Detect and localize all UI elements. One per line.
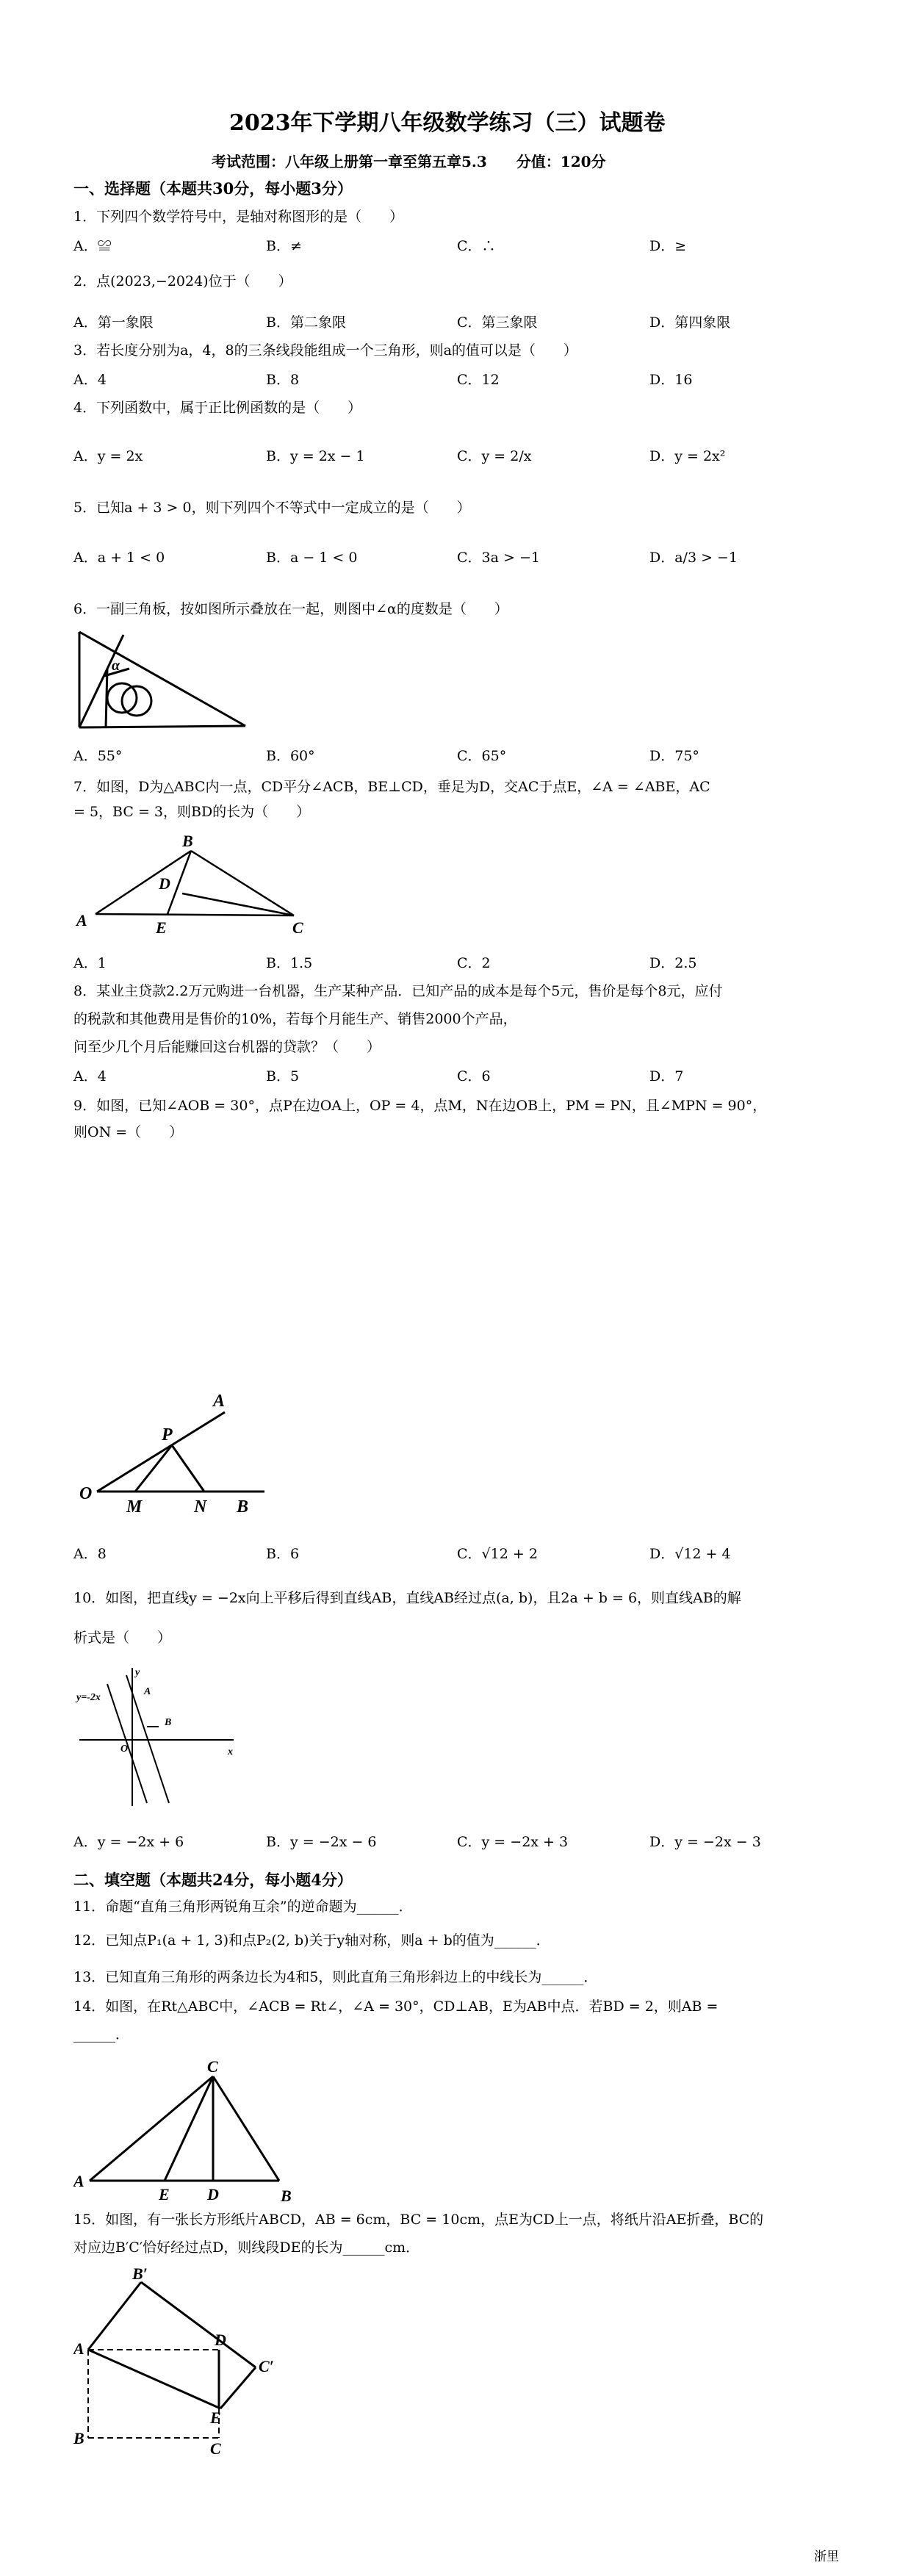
q1-stem: 1．下列四个数学符号中，是轴对称图形的是（ ） [73, 209, 404, 225]
q15-label-a: A [73, 2339, 84, 2358]
q14-label-b: B [281, 2187, 292, 2204]
q10-label-y: y [135, 1667, 140, 1678]
q9-label-o: O [79, 1484, 93, 1503]
q8-option-c: C．6 [457, 1068, 491, 1084]
q14-figure-triangle [73, 2057, 294, 2204]
q10-figure-graph [73, 1659, 242, 1813]
q15-label-b-prime: B′ [132, 2264, 148, 2283]
q3-option-d: D．16 [649, 372, 693, 388]
q7-stem-line2: = 5，BC = 3，则BD的长为（ ） [73, 804, 311, 820]
q6-figure-triangles [73, 625, 257, 735]
q10-label-o: O [120, 1744, 129, 1755]
q14-label-c: C [207, 2057, 218, 2076]
q15-stem-line1: 15．如图，有一张长方形纸片ABCD，AB = 6cm，BC = 10cm，点E为CD上一点，将纸片沿AE折叠，BC的 [73, 2212, 764, 2228]
q5-stem: 5．已知a + 3 > 0，则下列四个不等式中一定成立的是（ ） [73, 500, 471, 516]
q6-option-c: C．65° [457, 748, 507, 764]
footer-watermark: 浙里 [814, 2550, 839, 2564]
q10-label-a: A [144, 1686, 151, 1697]
q5-option-c: C．3a > −1 [457, 550, 540, 566]
q2-stem: 2．点(2023,−2024)位于（ ） [73, 273, 292, 289]
q3-option-a: A．4 [73, 372, 107, 388]
q14-stem-line1: 14．如图，在Rt△ABC中，∠ACB = Rt∠，∠A = 30°，CD⊥AB，E为AB中点．若BD = 2，则AB = [73, 1998, 719, 2015]
q6-alpha-label: α [112, 658, 120, 674]
q1-option-d: D．≥ [649, 238, 687, 254]
q10-option-c: C．y = −2x + 3 [457, 1834, 569, 1850]
q4-stem: 4．下列函数中，属于正比例函数的是（ ） [73, 400, 362, 416]
q10-option-a: A．y = −2x + 6 [73, 1834, 184, 1850]
q7-label-d: D [159, 874, 170, 893]
q1-option-b: B．≠ [266, 238, 302, 254]
q2-option-b: B．第二象限 [266, 314, 346, 331]
q8-stem-line1: 8．某业主贷款2.2万元购进一台机器，生产某种产品．已知产品的成本是每个5元，售价是每个8元，应付 [73, 983, 723, 999]
q7-figure-triangle [73, 832, 316, 939]
q14-label-e: E [159, 2185, 170, 2203]
q7-label-c: C [292, 918, 303, 937]
q9-figure-angle [73, 1389, 287, 1521]
page-title: 2023年下学期八年级数学练习（三）试题卷 [229, 110, 666, 136]
q10-stem-line2: 析式是（ ） [73, 1630, 172, 1646]
q6-option-d: D．75° [649, 748, 699, 764]
q8-option-d: D．7 [649, 1068, 684, 1084]
q6-stem: 6．一副三角板，按如图所示叠放在一起，则图中∠α的度数是（ ） [73, 601, 508, 617]
q11-stem: 11．命题“直角三角形两锐角互余”的逆命题为______． [73, 1899, 413, 1915]
q9-option-c: C．√12 + 2 [457, 1546, 538, 1562]
q9-option-a: A．8 [73, 1546, 107, 1562]
q9-stem-line1: 9．如图，已知∠AOB = 30°，点P在边OA上，OP = 4，点M，N在边OB上，PM = PN，且∠MPN = 90°， [73, 1098, 767, 1114]
q7-option-b: B．1.5 [266, 955, 313, 971]
q6-option-a: A．55° [73, 748, 123, 764]
q15-label-b: B [73, 2429, 84, 2447]
q4-option-c: C．y = 2/x [457, 448, 532, 464]
q7-option-a: A．1 [73, 955, 107, 971]
q5-option-a: A．a + 1 < 0 [73, 550, 165, 566]
q1-option-c: C．∴ [457, 238, 496, 254]
q9-label-n: N [194, 1497, 207, 1517]
q8-option-a: A．4 [73, 1068, 107, 1084]
q13-stem: 13．已知直角三角形的两条边长为4和5，则此直角三角形斜边上的中线长为______． [73, 1969, 598, 1985]
q3-option-b: B．8 [266, 372, 300, 388]
q10-label-b: B [165, 1717, 172, 1728]
q9-option-b: B．6 [266, 1546, 300, 1562]
q4-option-a: A．y = 2x [73, 448, 143, 464]
section-heading-choice: 一、选择题（本题共30分，每小题3分） [73, 179, 353, 198]
q3-option-c: C．12 [457, 372, 500, 388]
q10-stem-line1: 10．如图，把直线y = −2x向上平移后得到直线AB，直线AB经过点(a, b)，且2a + b = 6，则直线AB的解 [73, 1590, 741, 1606]
q8-stem-line3: 问至少几个月后能赚回这台机器的贷款？（ ） [73, 1039, 381, 1055]
q14-stem-line2: ______． [73, 2026, 130, 2043]
page-subtitle: 考试范围：八年级上册第一章至第五章5.3 分值：120分 [212, 153, 606, 170]
q4-option-b: B．y = 2x − 1 [266, 448, 365, 464]
q2-option-a: A．第一象限 [73, 314, 154, 331]
q15-figure-fold [73, 2264, 287, 2456]
q7-stem-line1: 7．如图，D为△ABC内一点，CD平分∠ACB，BE⊥CD，垂足为D，交AC于点E，∠A = ∠ABE，AC [73, 779, 710, 795]
q5-option-d: D．a/3 > −1 [649, 550, 738, 566]
q9-option-d: D．√12 + 4 [649, 1546, 731, 1562]
q7-option-d: D．2.5 [649, 955, 697, 971]
q9-label-p: P [162, 1425, 173, 1444]
q10-option-b: B．y = −2x − 6 [266, 1834, 377, 1850]
q9-label-a: A [213, 1392, 226, 1411]
q4-option-d: D．y = 2x² [649, 448, 726, 464]
q14-label-d: D [207, 2185, 219, 2203]
q10-option-d: D．y = −2x − 3 [649, 1834, 761, 1850]
q10-label-x: x [228, 1746, 233, 1757]
q15-label-c: C [210, 2439, 221, 2456]
q6-option-b: B．60° [266, 748, 315, 764]
q7-label-e: E [156, 918, 167, 937]
q14-label-a: A [73, 2172, 84, 2190]
q7-label-b: B [182, 832, 193, 850]
q5-option-b: B．a − 1 < 0 [266, 550, 358, 566]
section-heading-fill: 二、填空题（本题共24分，每小题4分） [73, 1871, 353, 1889]
q1-option-a: A．≌ [73, 238, 112, 254]
q12-stem: 12．已知点P₁(a + 1, 3)和点P₂(2, b)关于y轴对称，则a + b的值为______． [73, 1932, 550, 1949]
q8-option-b: B．5 [266, 1068, 300, 1084]
q9-label-b: B [237, 1497, 249, 1517]
q15-label-d: D [215, 2331, 226, 2349]
q2-option-d: D．第四象限 [649, 314, 731, 331]
q15-stem-line2: 对应边B′C′恰好经过点D，则线段DE的长为______cm． [73, 2239, 420, 2256]
q10-label-eq: y=-2x [76, 1692, 101, 1703]
q15-label-c-prime: C′ [259, 2357, 274, 2375]
q7-option-c: C．2 [457, 955, 491, 971]
q3-stem: 3．若长度分别为a，4，8的三条线段能组成一个三角形，则a的值可以是（ ） [73, 342, 577, 359]
q2-option-c: C．第三象限 [457, 314, 538, 331]
q9-stem-line2: 则ON =（ ） [73, 1124, 184, 1140]
q8-stem-line2: 的税款和其他费用是售价的10%，若每个月能生产、销售2000个产品， [73, 1011, 517, 1027]
q15-label-e: E [210, 2408, 221, 2427]
q7-label-a: A [76, 911, 87, 929]
q9-label-m: M [126, 1497, 143, 1517]
